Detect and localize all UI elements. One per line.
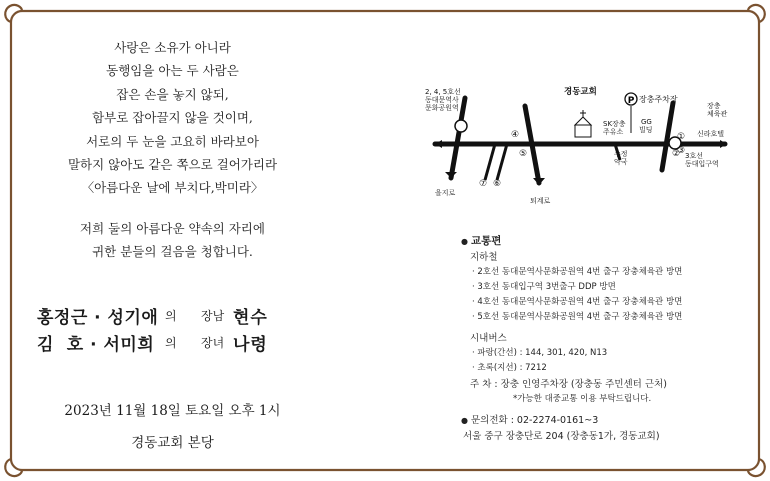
svg-text:문화공원역: 문화공원역 [425,104,459,112]
relation: 장남 [201,309,225,323]
transport-heading: ● 교통편 [461,233,761,249]
poem-line: 동행임을 아는 두 사람은 [106,63,239,79]
subway-line: · 2호선 동대문역사문화공원역 4번 출구 장충체육관 방면 [472,267,683,277]
location-map [415,78,745,218]
bus-line: · 파랑(간선) : 144, 301, 420, N13 [472,348,608,358]
particle: 의 [165,309,177,323]
event-datetime: 2023년 11월 18일 토요일 오후 1시 [64,403,281,419]
parents-block [0,303,345,357]
svg-text:동대문역사: 동대문역사 [425,96,459,104]
svg-text:수정: 수정 [614,150,628,158]
subway-line: · 5호선 동대문역사문화공원역 4번 출구 장충체육관 방면 [472,312,683,322]
directions-panel [461,233,761,444]
svg-text:P: P [627,96,635,106]
poem-credit: 〈아름다운 날에 부치다,박미라〉 [81,180,264,196]
station-icon [455,120,467,132]
parking-note: *가능한 대중교통 이용 부탁드립니다. [513,394,652,404]
poem-line: 말하지 않아도 같은 쪽으로 걸어가리라 [67,157,278,173]
subway-heading: 지하철 [470,252,498,263]
svg-text:장충: 장충 [707,102,721,110]
arrow-euljiro [445,172,457,178]
address: 서울 중구 장충단로 204 (장충동1가, 경동교회) [463,431,660,442]
svg-text:체육관: 체육관 [707,110,728,118]
bride-name: 나령 [233,335,268,355]
svg-text:빌딩: 빌딩 [639,126,653,134]
svg-text:경동교회: 경동교회 [564,87,597,97]
svg-text:②: ② [672,149,681,159]
bride-parents-names: 김 호 · 서미희 [37,335,155,355]
bus-heading: 시내버스 [470,333,507,344]
arrow-toegyero [533,178,545,185]
svg-text:④: ④ [511,130,520,140]
bride-parents-row [0,330,345,357]
groom-name: 현수 [233,308,268,328]
poem [0,36,345,200]
svg-text:①: ① [677,132,686,142]
poem-line: 사랑은 소유가 아니라 [114,40,231,55]
svg-text:2, 4, 5호선: 2, 4, 5호선 [425,88,461,96]
poem-line: 함부로 잡아끌지 않을 것이며, [92,110,253,126]
event-venue: 경동교회 본당 [131,435,214,451]
svg-text:③: ③ [677,146,686,156]
invitation-message [0,217,345,263]
invitation-line: 귀한 분들의 걸음을 청합니다. [92,244,253,259]
poem-line: 서로의 두 눈을 고요히 바라보아 [86,133,259,149]
svg-text:⑦: ⑦ [479,179,488,189]
bus-line: · 초록(지선) : 7212 [472,363,547,373]
invitation-panel [0,0,345,481]
svg-text:장충주차장: 장충주차장 [639,95,678,104]
groom-parents-names: 홍정근 · 성기애 [37,308,159,328]
groom-parents-row [0,303,345,330]
svg-text:3호선: 3호선 [685,152,703,160]
svg-text:을지로: 을지로 [435,189,456,197]
subway-line: · 4호선 동대문역사문화공원역 4번 출구 장충체육관 방면 [472,297,683,307]
subway-line: · 3호선 동대입구역 3번출구 DDP 방면 [472,282,616,292]
svg-text:퇴계로: 퇴계로 [530,197,551,205]
svg-text:주유소: 주유소 [603,128,624,136]
svg-text:약국: 약국 [614,158,628,166]
parking-info: 주 차 : 장충 인영주차장 (장충동 주민센터 근처) [470,379,667,390]
contact-phone: ● 문의전화 : 02-2274-0161~3 [461,412,761,428]
invitation-line: 저희 둘의 아름다운 약속의 자리에 [80,221,265,236]
poem-line: 잡은 손을 놓지 않되, [116,86,229,102]
svg-text:⑥: ⑥ [493,179,502,189]
svg-text:GG: GG [641,118,652,126]
svg-text:SK장충: SK장충 [603,120,626,128]
church-icon [575,110,591,137]
svg-text:신라호텔: 신라호텔 [697,130,725,138]
road-east [662,103,673,170]
relation: 장녀 [201,336,225,350]
svg-text:⑤: ⑤ [519,149,528,159]
particle: 의 [165,336,177,350]
svg-text:동대입구역: 동대입구역 [685,160,719,168]
